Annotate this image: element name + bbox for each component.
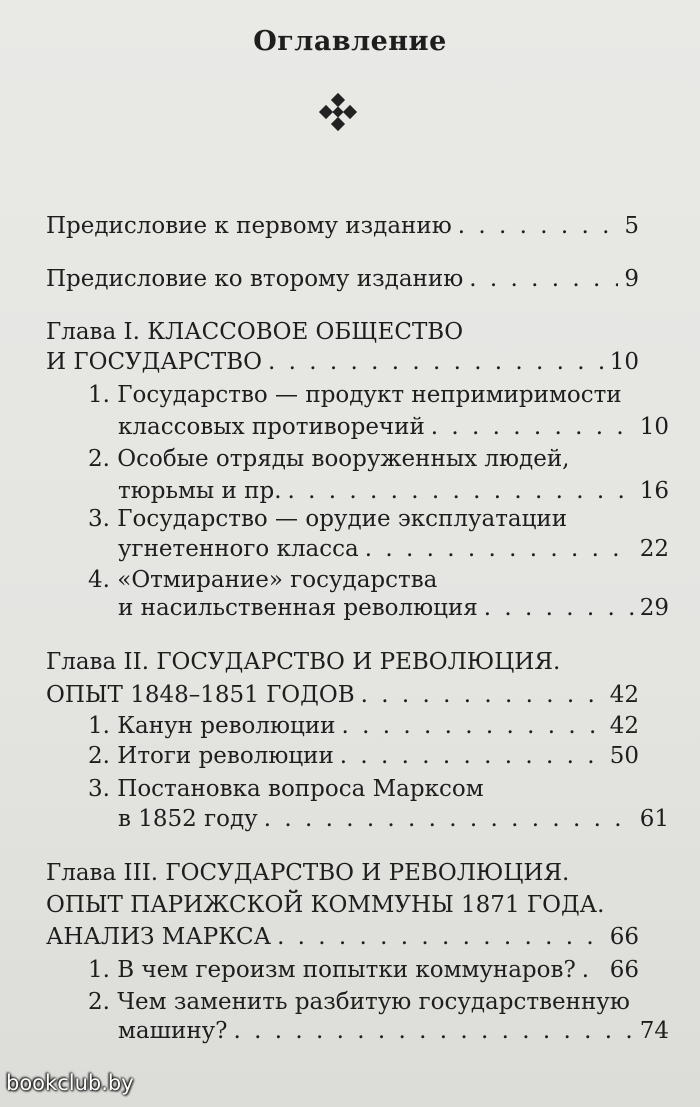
toc-section-1-4-title[interactable]: 4. «Отмирание» государства — [88, 567, 438, 593]
page-number: 10 — [639, 414, 669, 440]
page-number: 22 — [639, 536, 669, 562]
page-number: 66 — [609, 957, 639, 983]
toc-section-1-2-title[interactable]: 2. Особые отряды вооруженных людей, — [88, 446, 570, 472]
toc-entry-text: 1. Канун революции — [88, 713, 336, 739]
leader-dots — [268, 347, 604, 377]
page-number: 42 — [609, 713, 639, 739]
leader-dots — [431, 412, 634, 442]
toc-section-3-2-title[interactable]: 2. Чем заменить разбитую государственную — [88, 989, 630, 1015]
toc-section-2-2[interactable] — [88, 741, 639, 771]
page-number: 9 — [624, 266, 639, 292]
diamond-ornament-icon — [318, 92, 358, 132]
leader-dots — [340, 741, 604, 771]
leader-dots — [342, 711, 604, 741]
toc-entry-text: машину? — [118, 1018, 228, 1044]
toc-section-1-2[interactable] — [88, 476, 669, 506]
page-number: 5 — [624, 213, 639, 239]
leader-dots — [458, 211, 619, 241]
toc-entry-text: 1. В чем героизм попытки коммунаров? — [88, 957, 576, 983]
toc-section-3-1[interactable] — [88, 955, 639, 985]
toc-section-1-1-title[interactable]: 1. Государство — продукт непримиримости — [88, 382, 622, 408]
toc-entry-text: угнетенного класса — [118, 536, 359, 562]
leader-dots — [264, 804, 634, 834]
toc-entry-text: АНАЛИЗ МАРКСА — [46, 924, 272, 950]
toc-section-2-1[interactable] — [88, 711, 639, 741]
toc-entry-text: Предисловие к первому изданию — [46, 213, 452, 239]
toc-entry-preface-2[interactable] — [46, 264, 639, 294]
toc-entry-preface-1[interactable] — [46, 211, 639, 241]
toc-section-2-3-title[interactable]: 3. Постановка вопроса Марксом — [88, 776, 484, 802]
toc-entry-text: в 1852 году — [118, 806, 258, 832]
leader-dots — [469, 264, 618, 294]
leader-dots — [582, 955, 604, 985]
toc-section-1-3-title[interactable]: 3. Государство — орудие эксплуатации — [88, 506, 568, 532]
page-number: 10 — [609, 349, 639, 375]
toc-entry-text: ОПЫТ 1848–1851 ГОДОВ — [46, 682, 355, 708]
toc-chapter-2-title[interactable]: Глава II. ГОСУДАРСТВО И РЕВОЛЮЦИЯ. — [46, 649, 561, 675]
site-watermark: bookclub.by — [6, 1071, 134, 1095]
toc-chapter-2[interactable] — [46, 680, 639, 710]
leader-dots — [234, 1016, 634, 1046]
toc-section-3-2[interactable] — [88, 1016, 669, 1046]
toc-section-1-4[interactable] — [88, 593, 669, 623]
toc-section-2-3[interactable] — [88, 804, 669, 834]
toc-section-1-1[interactable] — [88, 412, 669, 442]
leader-dots — [288, 476, 634, 506]
toc-chapter-3-title-line-1[interactable]: Глава III. ГОСУДАРСТВО И РЕВОЛЮЦИЯ. — [46, 860, 570, 886]
toc-chapter-1-title[interactable]: Глава I. КЛАССОВОЕ ОБЩЕСТВО — [46, 319, 464, 345]
page-number: 66 — [609, 924, 639, 950]
toc-chapter-1[interactable] — [46, 347, 639, 377]
page-number: 74 — [639, 1018, 669, 1044]
toc-entry-text: 2. Итоги революции — [88, 743, 334, 769]
toc-entry-text: и насильственная революция — [118, 595, 478, 621]
toc-chapter-3-title-line-2[interactable]: ОПЫТ ПАРИЖСКОЙ КОММУНЫ 1871 ГОДА. — [46, 892, 605, 918]
toc-entry-text: классовых противоречий — [118, 414, 425, 440]
leader-dots — [277, 922, 604, 952]
toc-chapter-3[interactable] — [46, 922, 639, 952]
toc-entry-text: тюрьмы и пр. — [118, 478, 282, 504]
page-number: 42 — [609, 682, 639, 708]
page-number: 61 — [639, 806, 669, 832]
toc-entry-text: И ГОСУДАРСТВО — [46, 349, 262, 375]
page-number: 50 — [609, 743, 639, 769]
leader-dots — [361, 680, 604, 710]
page-number: 16 — [639, 478, 669, 504]
leader-dots — [365, 534, 634, 564]
page-title: Оглавление — [253, 26, 447, 57]
toc-section-1-3[interactable] — [88, 534, 669, 564]
toc-entry-text: Предисловие ко второму изданию — [46, 266, 464, 292]
leader-dots — [484, 593, 634, 623]
page-number: 29 — [639, 595, 669, 621]
